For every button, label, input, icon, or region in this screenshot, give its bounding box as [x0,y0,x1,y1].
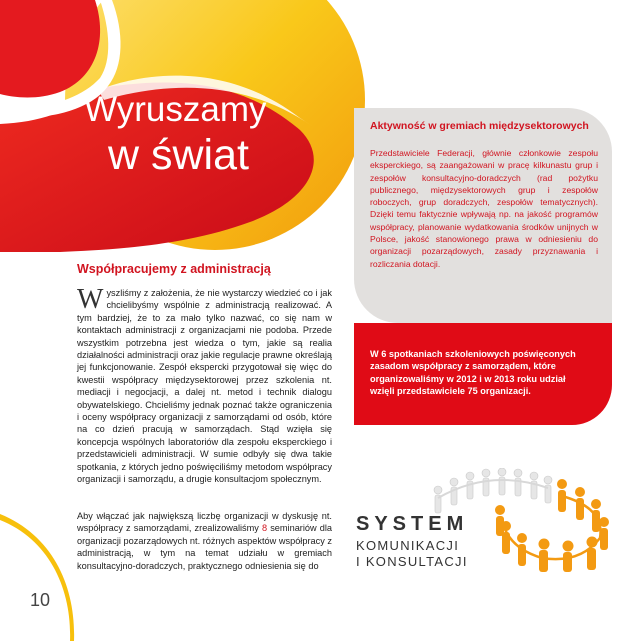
hero-title-line-2: w świat [108,131,249,179]
drop-cap: W [77,284,104,315]
page-number: 10 [30,590,51,610]
logo-line-2: KOMUNIKACJI [356,538,460,553]
hero-title-line-1: Wyruszamy [84,90,267,129]
body-paragraph-2 [77,510,332,572]
paragraph-2-number: 8 [261,523,268,534]
gray-box-text: Przedstawiciele Federacji, głównie członkowie zespołu eksperckiego, są zaangażowani w pracę kilkunastu grup i zespołów konsultacyjno-doradczych (rad pożytku publicznego, międzysektorowych grup i zespołów roboczych, grup doradczych, zespołów tematycznych). Dzięki temu faktycznie wpływają np. na jakość programów współpracy, planowanie wydatkowania środków unijnych w Polsce, jakość stanowionego prawa w odniesieniu do organizacji pozarządowych, zasady przyznawania i rozliczania dotacji. [370,148,598,269]
logo-line-1: SYSTEM [356,513,469,535]
orange-figures-arms [502,496,601,559]
body-paragraph-1 [77,284,332,486]
paragraph-2-text-after: seminariów dla organizacji pozarządowych nt. różnych aspektów współpracy z administracją, w tym na temat udziału w gremiach konsultacyjno-doradczych, praktycznego odniesienia się do [77,523,333,571]
red-info-box [354,323,612,425]
paragraph-1-text: yszliśmy z założenia, że nie wystarczy wiedzieć co i jak chcielibyśmy wspólnie z administracją realizować. A tym bardziej, że to za mało tylko nazwać, co się nam w kontaktach administracji z organizacjami nie podoba. Przede wszystkim potrzebna jest wiedza o tym, jakie są realia działalności administracji oraz jakie regulacje prawne określają jej funkcjonowanie. Zespół ekspercki przygotował się więc do kwestii współpracy międzysektorowej przez szkolenia nt. mediacji i negocjacji, a dalej nt. metod i technik dialogu obywatelskiego. Chcieliśmy jednak poznać także ograniczenia i oceny współpracy organizacji z samorządami od osób, które na co dzień pracują w samorządach. Stąd wzięła się koncepcja wspólnych laboratoriów dla zespołu eksperckiego i przedstawicieli administracji. W sumie odbyły się dwa takie spotkania, z których jedno poświęciliśmy metodom współpracy organizacji i samorządu, a drugie konsultacjom społecznym. [77,288,332,485]
section-heading: Współpracujemy z administracją [77,262,271,276]
paragraph-2-text-before: Aby włączać jak największą liczbę organizacji w dyskusję nt. współpracy z samorządami, zrealizowaliśmy [77,511,332,534]
logo-line-3: I KONSULTACJI [356,554,468,569]
yellow-arc-bottom [0,514,74,641]
gray-info-box [354,108,612,323]
gray-box-title: Aktywność w gremiach międzysektorowych [370,120,589,132]
red-box-text: W 6 spotkaniach szkoleniowych poświęconych zasadom współpracy z samorządem, które organizowaliśmy w 2012 i w 2013 roku udział wzięli przedstawiciele 75 organizacji. [370,349,576,397]
